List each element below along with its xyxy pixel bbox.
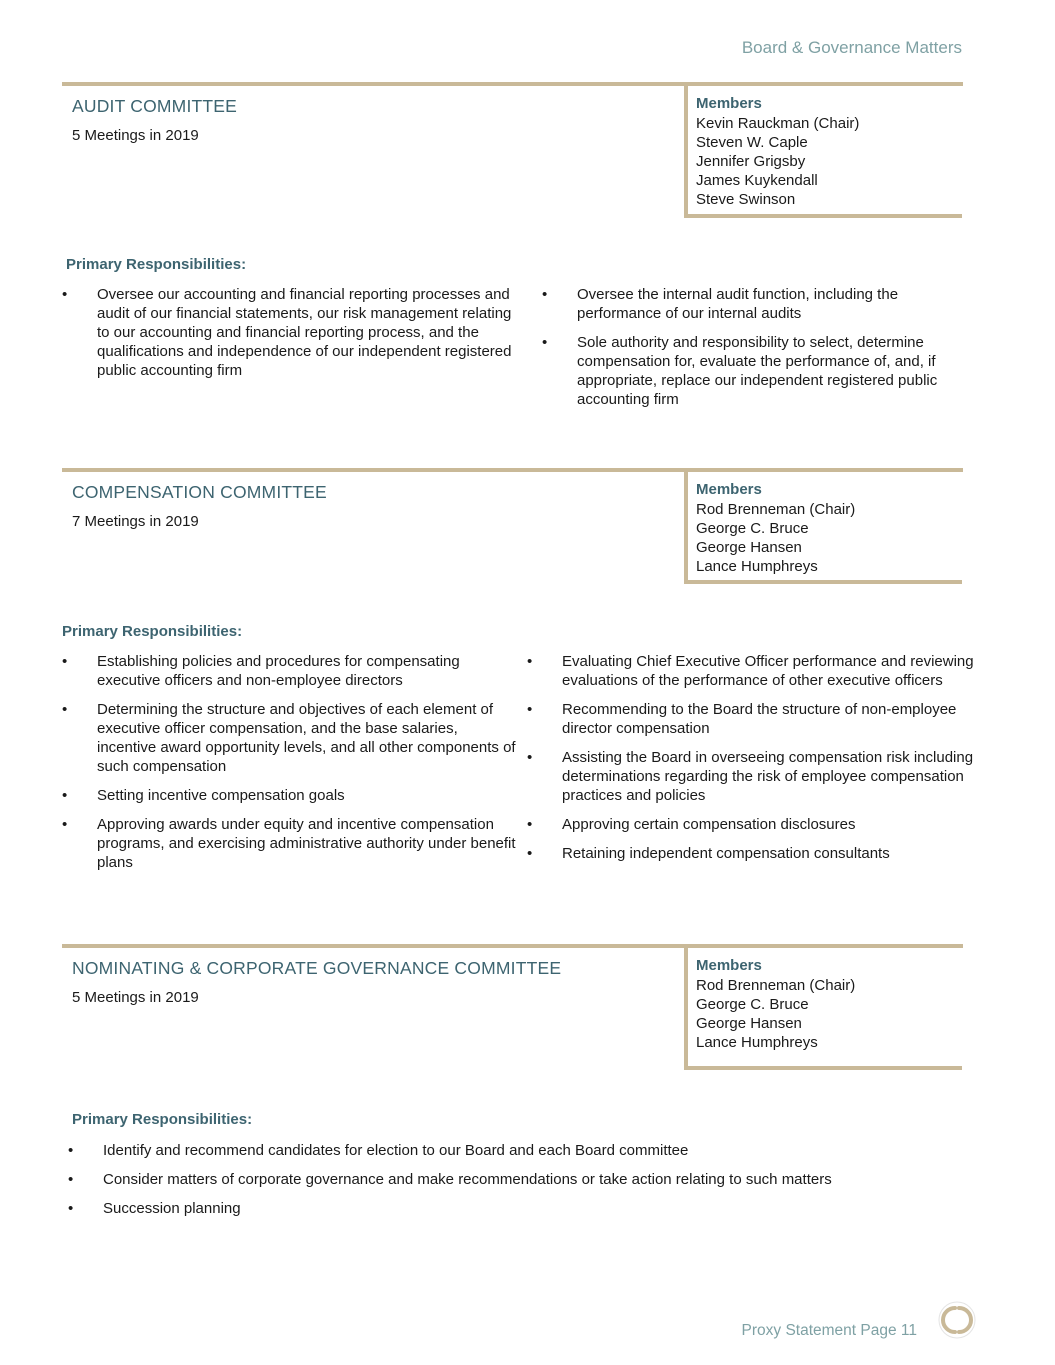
members-heading: Members <box>696 95 762 112</box>
bullet-icon: • <box>527 816 533 833</box>
member-name: Rod Brenneman (Chair) <box>696 977 856 994</box>
section-title: Board & Governance Matters <box>741 38 962 57</box>
meetings-count: 7 Meetings in 2019 <box>72 513 199 530</box>
bullet-icon: • <box>527 749 533 766</box>
responsibilities-list-left <box>62 285 522 390</box>
responsibility-text: Retaining independent compensation consultants <box>562 845 890 862</box>
member-name: James Kuykendall <box>696 172 818 189</box>
bullet-icon: • <box>68 1142 74 1159</box>
member-name: Rod Brenneman (Chair) <box>696 501 856 518</box>
members-heading: Members <box>696 957 762 974</box>
responsibilities-heading: Primary Responsibilities: <box>66 256 247 273</box>
list-item <box>527 652 977 690</box>
responsibilities-list-left <box>62 652 517 882</box>
members-box <box>684 468 962 584</box>
responsibility-text: Consider matters of corporate governance and make recommendations or take action relating to such matters <box>103 1171 832 1188</box>
responsibility-text: Assisting the Board in overseeing compensation risk including determinations regarding the risk of employee compensation practices and policies <box>562 749 974 804</box>
list-item <box>62 700 517 776</box>
list-item <box>68 1141 918 1160</box>
bullet-icon: • <box>62 286 68 303</box>
bullet-icon: • <box>527 701 533 718</box>
responsibility-text: Approving awards under equity and incentive compensation programs, and exercising administrative authority under benefit plans <box>97 816 516 871</box>
responsibility-text: Determining the structure and objectives of each element of executive officer compensation, and the base salaries, incentive award opportunity levels, and all other components of such compensation <box>97 701 516 775</box>
bullet-icon: • <box>542 286 548 303</box>
bullet-icon: • <box>62 816 68 833</box>
meetings-count: 5 Meetings in 2019 <box>72 989 199 1006</box>
responsibilities-list-right <box>527 652 977 873</box>
bullet-icon: • <box>68 1200 74 1217</box>
bullet-icon: • <box>527 653 533 670</box>
members-box <box>684 82 962 218</box>
responsibility-text: Approving certain compensation disclosures <box>562 816 856 833</box>
list-item <box>68 1170 918 1189</box>
member-name: Steve Swinson <box>696 191 796 208</box>
responsibility-text: Succession planning <box>103 1200 241 1217</box>
member-name: Jennifer Grigsby <box>696 153 806 170</box>
list-item <box>542 285 967 323</box>
responsibilities-list <box>68 1141 918 1228</box>
responsibility-text: Establishing policies and procedures for compensating executive officers and non-employee directors <box>97 653 460 689</box>
member-name: Kevin Rauckman (Chair) <box>696 115 860 132</box>
compensation-committee-block <box>62 468 963 584</box>
bullet-icon: • <box>62 701 68 718</box>
member-name: George C. Bruce <box>696 996 809 1013</box>
list-item <box>527 700 977 738</box>
committee-name: AUDIT COMMITTEE <box>72 96 238 116</box>
responsibility-text: Oversee the internal audit function, including the performance of our internal audits <box>577 286 899 322</box>
bullet-icon: • <box>62 653 68 670</box>
member-name: George C. Bruce <box>696 520 809 537</box>
responsibilities-heading: Primary Responsibilities: <box>62 623 243 640</box>
responsibility-text: Sole authority and responsibility to select, determine compensation for, evaluate the performance of, and, if appropriate, replace our independent registered public accounting firm <box>577 334 938 408</box>
list-item <box>62 786 517 805</box>
company-logo-icon <box>937 1300 977 1340</box>
member-name: Steven W. Caple <box>696 134 808 151</box>
member-name: George Hansen <box>696 539 802 556</box>
members-box <box>684 944 962 1070</box>
bullet-icon: • <box>542 334 548 351</box>
bullet-icon: • <box>527 845 533 862</box>
meetings-count: 5 Meetings in 2019 <box>72 127 199 144</box>
nominating-committee-block <box>62 944 963 1070</box>
list-item <box>62 285 522 380</box>
page-number: Proxy Statement Page 11 <box>741 1322 917 1339</box>
responsibility-text: Identify and recommend candidates for election to our Board and each Board committee <box>103 1142 689 1159</box>
list-item <box>527 844 977 863</box>
responsibility-text: Setting incentive compensation goals <box>97 787 345 804</box>
committee-name: NOMINATING & CORPORATE GOVERNANCE COMMITTEE <box>72 958 562 978</box>
responsibility-text: Recommending to the Board the structure of non-employee director compensation <box>562 701 957 737</box>
list-item <box>68 1199 918 1218</box>
list-item <box>527 748 977 805</box>
bullet-icon: • <box>62 787 68 804</box>
list-item <box>527 815 977 834</box>
audit-committee-block <box>62 82 963 218</box>
member-name: Lance Humphreys <box>696 558 818 575</box>
list-item <box>62 652 517 690</box>
committee-name: COMPENSATION COMMITTEE <box>72 482 327 502</box>
bullet-icon: • <box>68 1171 74 1188</box>
responsibilities-heading: Primary Responsibilities: <box>72 1111 253 1128</box>
responsibility-text: Oversee our accounting and financial reporting processes and audit of our financial statements, our risk management relating to our accounting and financial reporting process, and the qualifications and independence of our independent registered public accounting firm <box>97 286 512 379</box>
list-item <box>542 333 967 409</box>
members-heading: Members <box>696 481 762 498</box>
responsibility-text: Evaluating Chief Executive Officer performance and reviewing evaluations of the performance of other executive officers <box>562 653 974 689</box>
list-item <box>62 815 517 872</box>
member-name: Lance Humphreys <box>696 1034 818 1051</box>
responsibilities-list-right <box>542 285 967 419</box>
member-name: George Hansen <box>696 1015 802 1032</box>
